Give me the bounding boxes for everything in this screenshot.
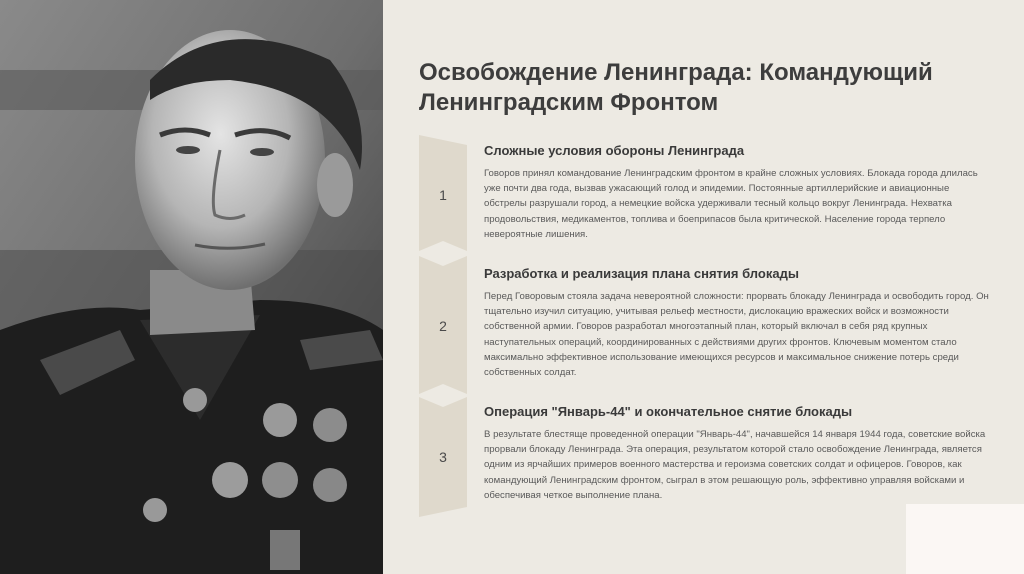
step-text: Говоров принял командование Ленинградским фронтом в крайне сложных условиях. Блокада города длилась уже почти два года, вызвав ужасающий голод и эпидемии. Постоянные артиллерийские и авиационные обстрелы разрушали город, а немецкие войска удерживали тесный кольцо вокруг Ленинграда. Нехватка продовольствия, медикаментов, топлива и боеприпасов была критической. Население города терпело невероятные лишения. <box>484 168 978 240</box>
step-number: 3 <box>439 449 447 465</box>
page-title: Освобождение Ленинграда: Командующий Ленинградским Фронтом <box>419 59 933 116</box>
step-title: Разработка и реализация плана снятия блокады <box>484 266 799 281</box>
corner-panel <box>906 504 1024 574</box>
step-number: 1 <box>439 187 447 203</box>
step-text: Перед Говоровым стояла задача невероятной сложности: прорвать блокаду Ленинграда и освободить город. Он тщательно изучил ситуацию, учитывая рельеф местности, дислокацию вражеских войск и возможности собственной армии. Говоров разработал многоэтапный план, который включал в себя ряд крупных наступательных операций, координированных с действиями других фронтов. Ключевым моментом стало максимально эффективное использование имеющихся ресурсов и максимальное снижение потерь среди собственных солдат. <box>484 291 989 379</box>
step-title: Сложные условия обороны Ленинграда <box>484 143 745 158</box>
step-title: Операция "Январь-44" и окончательное снятие блокады <box>484 404 853 419</box>
portrait-photo <box>0 0 383 574</box>
content-panel <box>383 0 1024 574</box>
step-number: 2 <box>439 318 447 334</box>
step-text: В результате блестяще проведенной операции "Январь-44", начавшейся 14 января 1944 года, советские войска прорвали блокаду Ленинграда. Эта операция, результатом которой стало освобождение Ленинграда, является одним из ярчайших примеров военного мастерства и героизма советских солдат и офицеров. Говоров, как командующий Ленинградским фронтом, сыграл в этом решающую роль, эффективно управляя войсками и обеспечивая четкое выполнение плана. <box>484 429 986 501</box>
